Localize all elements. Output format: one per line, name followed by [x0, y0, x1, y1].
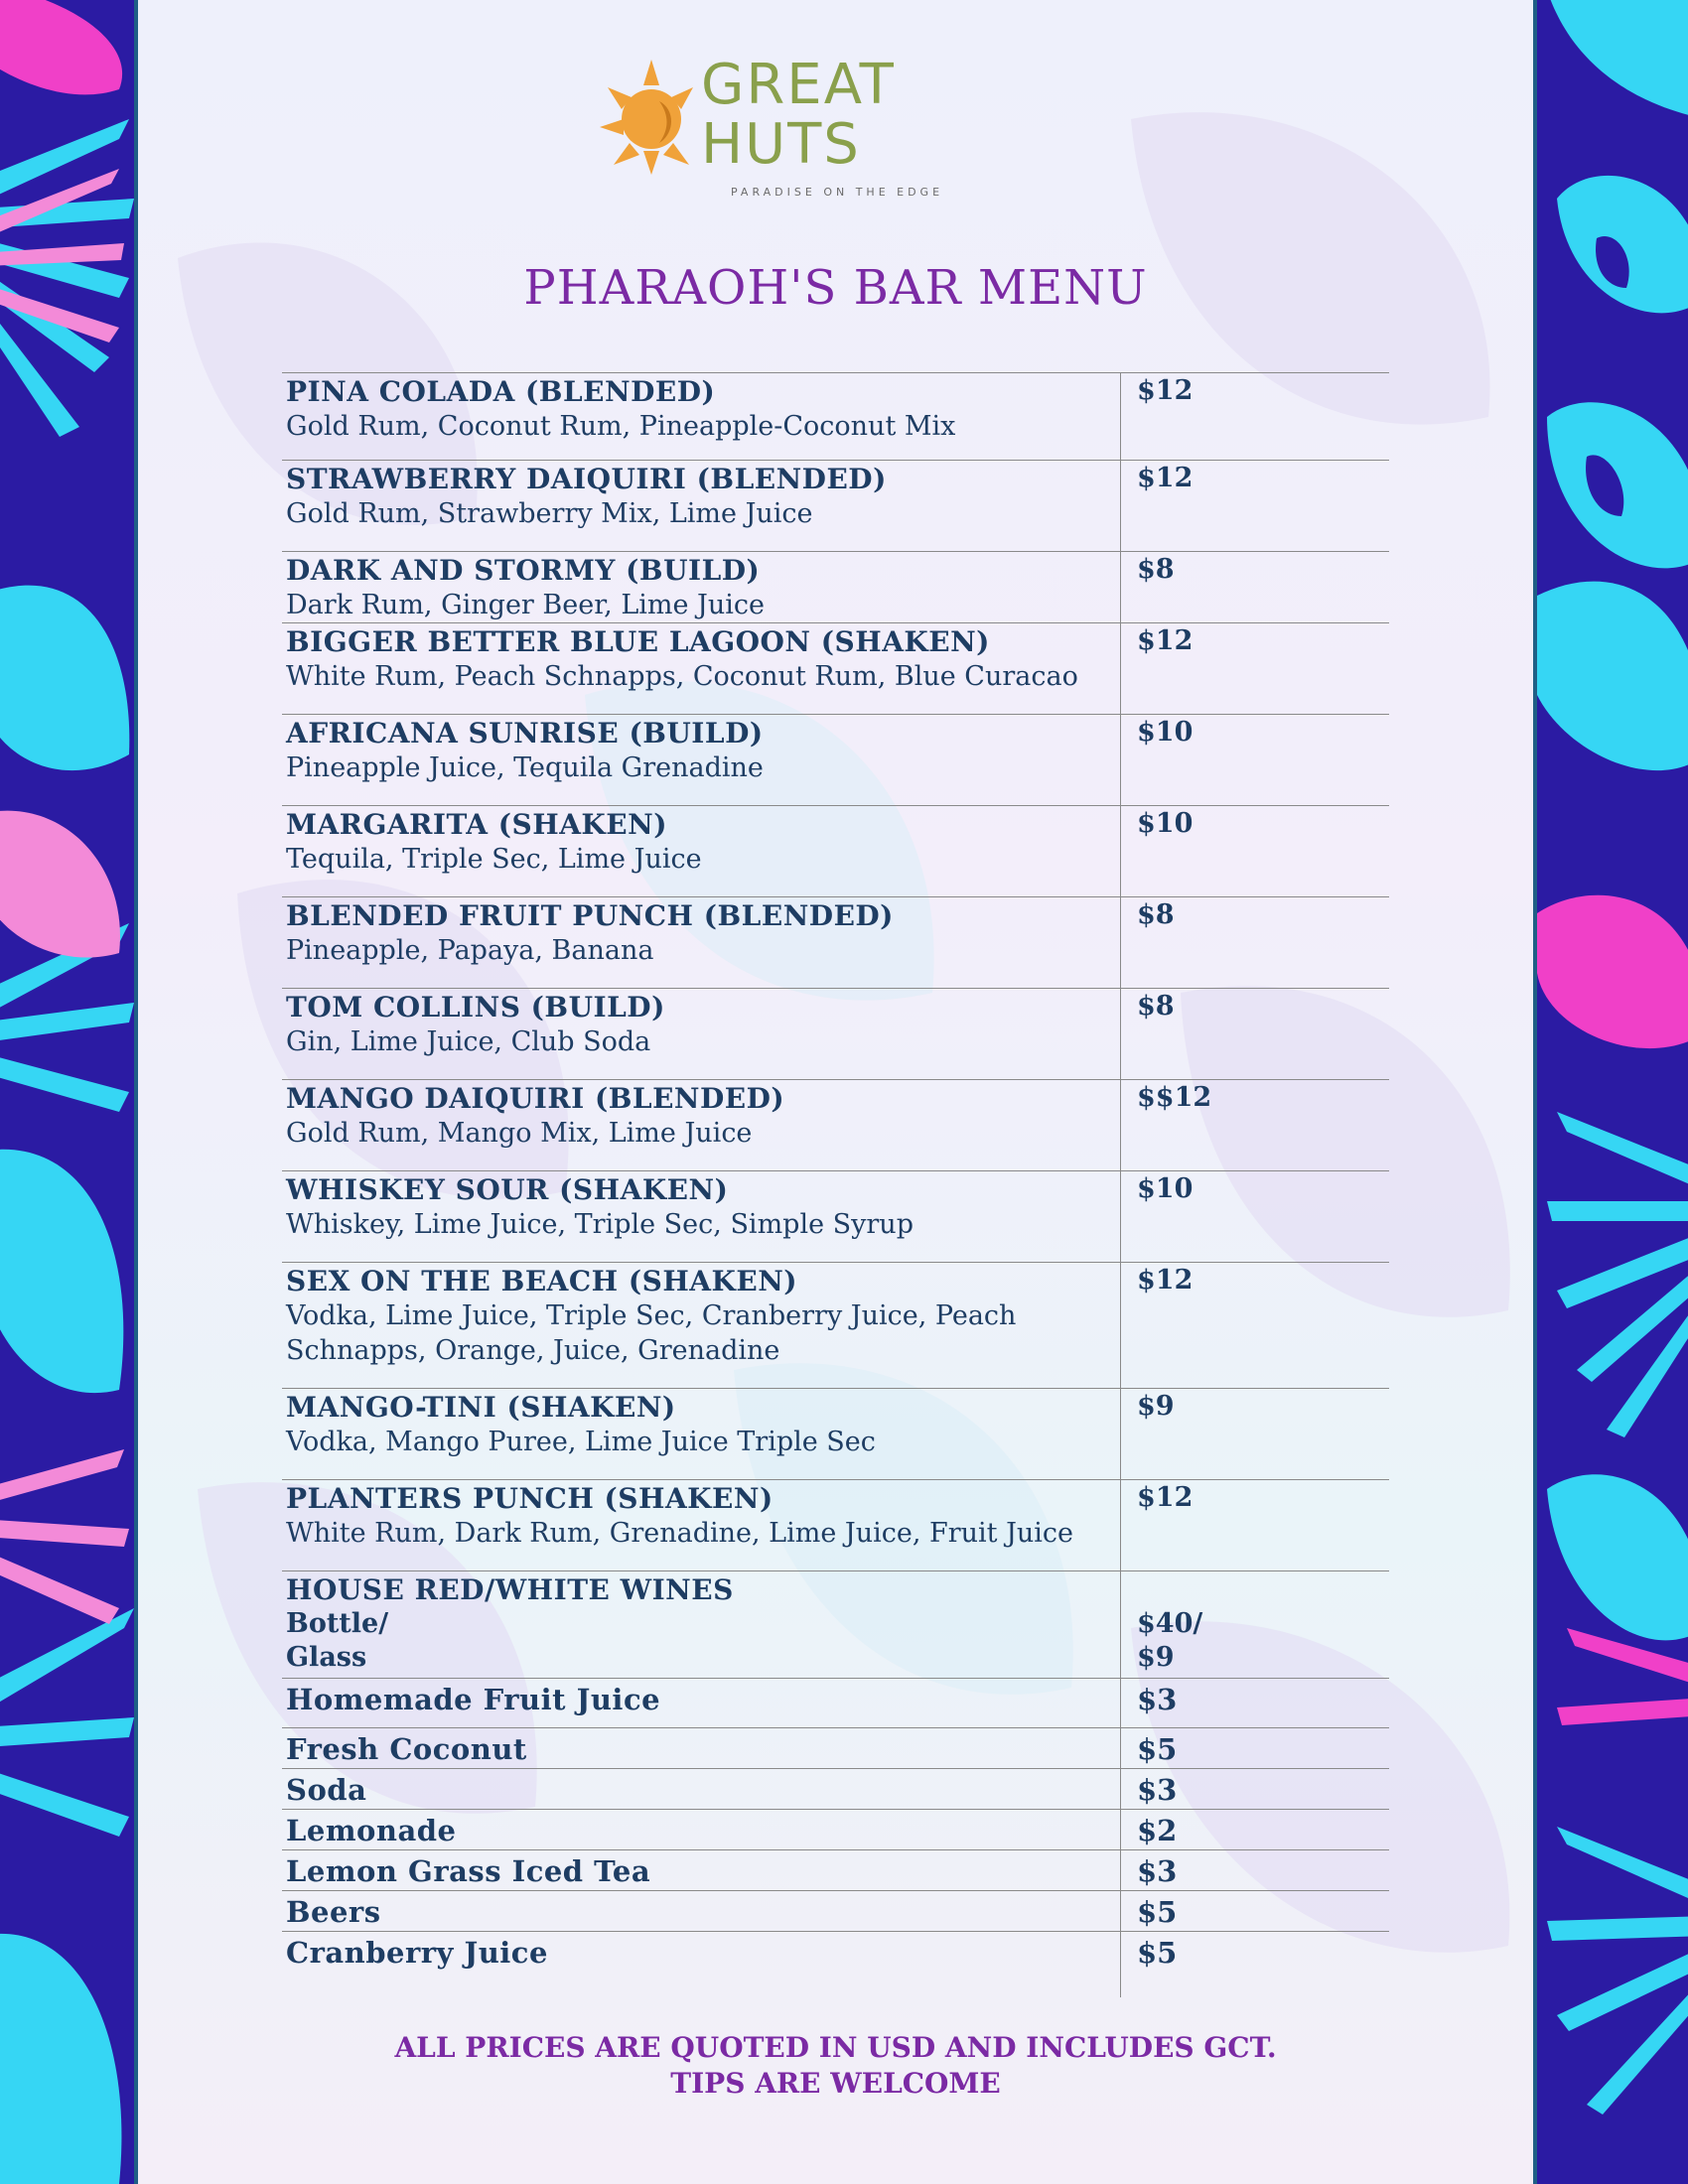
drinks-menu-table	[282, 372, 1389, 1997]
menu-item-price: $8	[1121, 897, 1390, 989]
menu-item-ingredients: Pineapple Juice, Tequila Grenadine	[286, 752, 764, 783]
left-leaf-pattern	[0, 0, 134, 2184]
menu-item-name: MANGO DAIQUIRI (BLENDED)	[286, 1082, 785, 1115]
wine-option-price: $9	[1137, 1642, 1175, 1673]
logo-word-huts: HUTS	[701, 112, 861, 177]
menu-item-ingredients: Vodka, Mango Puree, Lime Juice Triple Sec	[286, 1427, 876, 1457]
wine-row	[282, 1571, 1389, 1679]
menu-item-cell	[282, 989, 1121, 1080]
menu-item-cell	[282, 1263, 1121, 1389]
menu-item-name: SEX ON THE BEACH (SHAKEN)	[286, 1265, 798, 1297]
simple-item-row	[282, 1932, 1389, 1997]
menu-item-cell	[282, 1480, 1121, 1571]
menu-page	[134, 0, 1537, 2184]
wine-option-price: $40/	[1137, 1608, 1203, 1639]
simple-item-name: Homemade Fruit Juice	[286, 1683, 661, 1716]
simple-item-price-cell	[1121, 1679, 1390, 1728]
menu-item-row	[282, 715, 1389, 806]
simple-item-name: Cranberry Juice	[286, 1936, 548, 1970]
menu-item-ingredients: Gold Rum, Strawberry Mix, Lime Juice	[286, 498, 813, 529]
menu-item-ingredients: White Rum, Peach Schnapps, Coconut Rum, Blue Curacao	[286, 661, 1078, 692]
menu-item-cell	[282, 715, 1121, 806]
menu-item-price: $10	[1121, 715, 1390, 806]
menu-item-cell	[282, 897, 1121, 989]
menu-item-price: $12	[1121, 461, 1390, 552]
menu-item-cell	[282, 1389, 1121, 1480]
menu-item-price: $12	[1121, 1263, 1390, 1389]
menu-item-row	[282, 1171, 1389, 1263]
menu-item-row	[282, 552, 1389, 623]
simple-item-price: $3	[1137, 1773, 1178, 1807]
menu-item-ingredients: Dark Rum, Ginger Beer, Lime Juice	[286, 590, 766, 620]
menu-item-ingredients: Schnapps, Orange, Juice, Grenadine	[286, 1335, 780, 1366]
menu-item-cell	[282, 806, 1121, 897]
menu-item-price: $12	[1121, 373, 1390, 461]
wine-price-cell	[1121, 1571, 1390, 1679]
simple-item-price-cell	[1121, 1850, 1390, 1891]
simple-item-name: Lemonade	[286, 1814, 457, 1847]
logo-tagline: PARADISE ON THE EDGE	[731, 186, 944, 199]
menu-item-ingredients: Vodka, Lime Juice, Triple Sec, Cranberry Juice, Peach	[286, 1300, 1017, 1331]
menu-item-price: $12	[1121, 623, 1390, 715]
wine-price-spacer	[1137, 1573, 1389, 1607]
simple-item-name: Beers	[286, 1895, 381, 1929]
menu-item-row	[282, 1389, 1389, 1480]
simple-item-price-cell	[1121, 1728, 1390, 1769]
simple-item-row	[282, 1850, 1389, 1891]
simple-item-name: Fresh Coconut	[286, 1732, 527, 1766]
menu-item-ingredients: Gold Rum, Mango Mix, Lime Juice	[286, 1118, 753, 1149]
menu-item-price: $10	[1121, 1171, 1390, 1263]
right-leaf-pattern	[1537, 0, 1688, 2184]
menu-item-ingredients: Gold Rum, Coconut Rum, Pineapple-Coconut Mix	[286, 411, 956, 442]
simple-item-row	[282, 1891, 1389, 1932]
simple-item-cell	[282, 1891, 1121, 1932]
price-notice-line-1: ALL PRICES ARE QUOTED IN USD AND INCLUDES GCT.	[394, 2031, 1277, 2064]
logo-word-great: GREAT	[701, 53, 896, 117]
great-huts-logo	[600, 52, 957, 210]
menu-title: PHARAOH'S BAR MENU	[523, 260, 1148, 316]
menu-item-price: $12	[1121, 1480, 1390, 1571]
menu-item-name: STRAWBERRY DAIQUIRI (BLENDED)	[286, 463, 887, 495]
menu-item-cell	[282, 461, 1121, 552]
simple-item-price: $3	[1137, 1854, 1178, 1888]
simple-item-cell	[282, 1932, 1121, 1997]
wine-name: HOUSE RED/WHITE WINES	[286, 1573, 734, 1606]
menu-item-row	[282, 897, 1389, 989]
menu-item-cell	[282, 1171, 1121, 1263]
menu-item-ingredients: Tequila, Triple Sec, Lime Juice	[286, 844, 702, 875]
menu-table-body	[282, 373, 1389, 1997]
wine-cell	[282, 1571, 1121, 1679]
simple-item-row	[282, 1728, 1389, 1769]
wine-option-label: Glass	[286, 1642, 367, 1673]
menu-item-name: BLENDED FRUIT PUNCH (BLENDED)	[286, 899, 894, 932]
menu-item-price: $$12	[1121, 1080, 1390, 1171]
menu-item-name: MANGO-TINI (SHAKEN)	[286, 1391, 676, 1424]
menu-item-row	[282, 461, 1389, 552]
simple-item-cell	[282, 1679, 1121, 1728]
sun-face-icon	[600, 58, 699, 177]
menu-item-name: AFRICANA SUNRISE (BUILD)	[286, 717, 764, 750]
menu-item-name: WHISKEY SOUR (SHAKEN)	[286, 1173, 729, 1206]
right-leaf-border	[1537, 0, 1688, 2184]
price-notice	[138, 2030, 1533, 2102]
simple-item-price-cell	[1121, 1891, 1390, 1932]
menu-item-row	[282, 989, 1389, 1080]
left-leaf-border	[0, 0, 134, 2184]
simple-item-cell	[282, 1810, 1121, 1850]
menu-item-cell	[282, 623, 1121, 715]
simple-item-row	[282, 1769, 1389, 1810]
menu-item-ingredients: Whiskey, Lime Juice, Triple Sec, Simple Syrup	[286, 1209, 914, 1240]
menu-item-cell	[282, 1080, 1121, 1171]
menu-item-name: PINA COLADA (BLENDED)	[286, 375, 716, 408]
menu-item-price: $8	[1121, 989, 1390, 1080]
simple-item-price-cell	[1121, 1810, 1390, 1850]
simple-item-price: $3	[1137, 1683, 1178, 1716]
simple-item-row	[282, 1810, 1389, 1850]
menu-item-price: $8	[1121, 552, 1390, 623]
menu-item-ingredients: Gin, Lime Juice, Club Soda	[286, 1026, 651, 1057]
simple-item-price: $5	[1137, 1895, 1178, 1929]
simple-item-price: $2	[1137, 1814, 1178, 1847]
menu-item-name: PLANTERS PUNCH (SHAKEN)	[286, 1482, 774, 1515]
simple-item-cell	[282, 1769, 1121, 1810]
menu-item-ingredients: White Rum, Dark Rum, Grenadine, Lime Juice, Fruit Juice	[286, 1518, 1074, 1549]
menu-item-row	[282, 1080, 1389, 1171]
simple-item-cell	[282, 1850, 1121, 1891]
simple-item-price-cell	[1121, 1932, 1390, 1997]
menu-item-name: TOM COLLINS (BUILD)	[286, 991, 665, 1024]
menu-item-name: DARK AND STORMY (BUILD)	[286, 554, 761, 587]
price-notice-line-2: TIPS ARE WELCOME	[670, 2067, 1001, 2100]
menu-item-price: $10	[1121, 806, 1390, 897]
simple-item-price: $5	[1137, 1936, 1178, 1970]
menu-item-row	[282, 1480, 1389, 1571]
menu-item-name: MARGARITA (SHAKEN)	[286, 808, 667, 841]
simple-item-price: $5	[1137, 1732, 1178, 1766]
menu-item-row	[282, 806, 1389, 897]
menu-item-price: $9	[1121, 1389, 1390, 1480]
menu-item-ingredients: Pineapple, Papaya, Banana	[286, 935, 654, 966]
simple-item-price-cell	[1121, 1769, 1390, 1810]
menu-item-row	[282, 623, 1389, 715]
simple-item-cell	[282, 1728, 1121, 1769]
simple-item-name: Lemon Grass Iced Tea	[286, 1854, 651, 1888]
menu-item-row	[282, 373, 1389, 461]
wine-option-label: Bottle/	[286, 1608, 389, 1639]
menu-item-row	[282, 1263, 1389, 1389]
simple-item-name: Soda	[286, 1773, 367, 1807]
menu-item-cell	[282, 552, 1121, 623]
menu-item-name: BIGGER BETTER BLUE LAGOON (SHAKEN)	[286, 625, 990, 658]
simple-item-row	[282, 1679, 1389, 1728]
menu-item-cell	[282, 373, 1121, 461]
